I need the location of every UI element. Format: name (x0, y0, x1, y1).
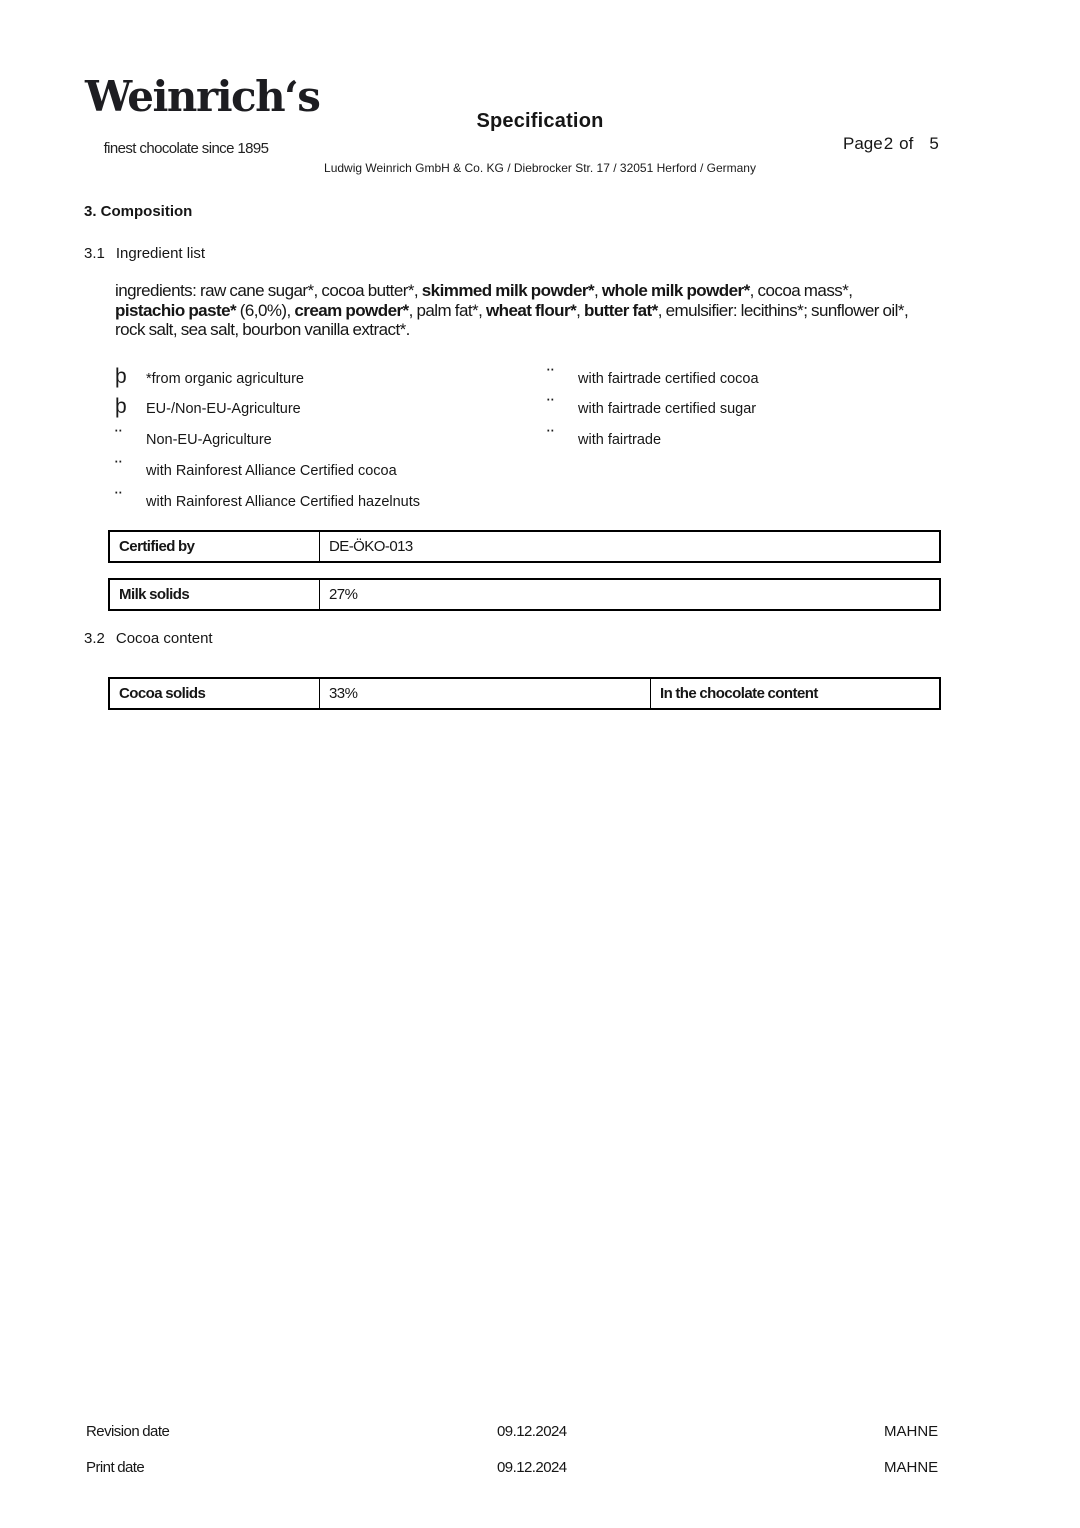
origin-mark-label: Non-EU-Agriculture (146, 432, 272, 448)
origin-mark-label: with fairtrade (578, 432, 662, 448)
origin-mark-label: with Rainforest Alliance Certified cocoa (146, 463, 397, 479)
subsection-title: Cocoa content (115, 630, 213, 647)
table-value-cell: 33% (319, 679, 650, 708)
origin-mark-row (547, 396, 756, 417)
footer-label: Print date (86, 1459, 145, 1476)
logo-brand-text: Weinrich‘s (85, 72, 320, 121)
checkbox-marker-icon: ¨ (547, 395, 554, 418)
logo-tagline: finest chocolate since 1895 (103, 140, 269, 158)
table-note-cell: In the chocolate content (650, 679, 939, 708)
subsection-heading-ingredient-list (84, 245, 205, 262)
page-separator: of (899, 134, 914, 153)
subsection-heading-cocoa-content (84, 630, 213, 647)
page-current: 2 (883, 134, 894, 153)
section-heading-composition: 3. Composition (84, 203, 193, 220)
document-title: Specification (476, 110, 604, 132)
origin-mark-label: EU-/Non-EU-Agriculture (146, 401, 301, 417)
certified-by-table (108, 530, 941, 563)
milk-solids-table (108, 578, 941, 611)
page-indicator (843, 134, 939, 154)
footer-author: MAHNE (884, 1459, 939, 1476)
footer-date: 09.12.2024 (497, 1459, 567, 1476)
table-label-cell: Cocoa solids (119, 685, 206, 702)
checkbox-marker-icon: þ (115, 365, 127, 388)
page-total: 5 (929, 134, 939, 153)
checkbox-marker-icon: ¨ (547, 365, 554, 388)
page-prefix: Page (843, 134, 883, 153)
origin-mark-row (547, 427, 661, 448)
origin-mark-label: with Rainforest Alliance Certified hazelnuts (146, 494, 421, 510)
footer-print-row (0, 1459, 1080, 1479)
footer-date: 09.12.2024 (497, 1423, 567, 1440)
footer-revision-row (0, 1423, 1080, 1443)
footer-label: Revision date (86, 1423, 170, 1440)
table-value-cell: DE-ÖKO-013 (319, 532, 939, 561)
origin-mark-row (115, 396, 301, 417)
table-value-cell: 27% (319, 580, 939, 609)
footer-author: MAHNE (884, 1423, 939, 1440)
checkbox-marker-icon: þ (115, 395, 127, 418)
checkbox-marker-icon: ¨ (115, 426, 122, 449)
origin-mark-label: with fairtrade certified sugar (578, 401, 757, 417)
origin-mark-row (115, 427, 272, 448)
origin-mark-row (547, 366, 759, 387)
table-label-cell: Certified by (119, 538, 195, 555)
checkbox-marker-icon: ¨ (115, 457, 122, 480)
cocoa-solids-table (108, 677, 941, 710)
origin-mark-row (115, 366, 304, 387)
checkbox-marker-icon: ¨ (115, 488, 122, 511)
subsection-number: 3.1 (84, 245, 105, 262)
table-label-cell: Milk solids (119, 586, 190, 603)
origin-mark-row (115, 458, 397, 479)
origin-mark-row (115, 489, 420, 510)
subsection-number: 3.2 (84, 630, 105, 647)
origin-mark-label: with fairtrade certified cocoa (578, 371, 759, 387)
ingredient-list-paragraph: ingredients: raw cane sugar*, cocoa butter*, skimmed milk powder*, whole milk powder*, cocoa mass*, pistachio paste* (6,0%), cream powder*, palm fat*, wheat flour*, butter fat*, emulsifier: lecithins*; sunflower oil*, rock salt, sea salt, bourbon vanilla extract*. (115, 281, 909, 339)
company-address-line: Ludwig Weinrich GmbH & Co. KG / Diebrocker Str. 17 / 32051 Herford / Germany (324, 161, 756, 175)
origin-mark-label: *from organic agriculture (146, 371, 304, 387)
subsection-title: Ingredient list (115, 245, 206, 262)
checkbox-marker-icon: ¨ (547, 426, 554, 449)
